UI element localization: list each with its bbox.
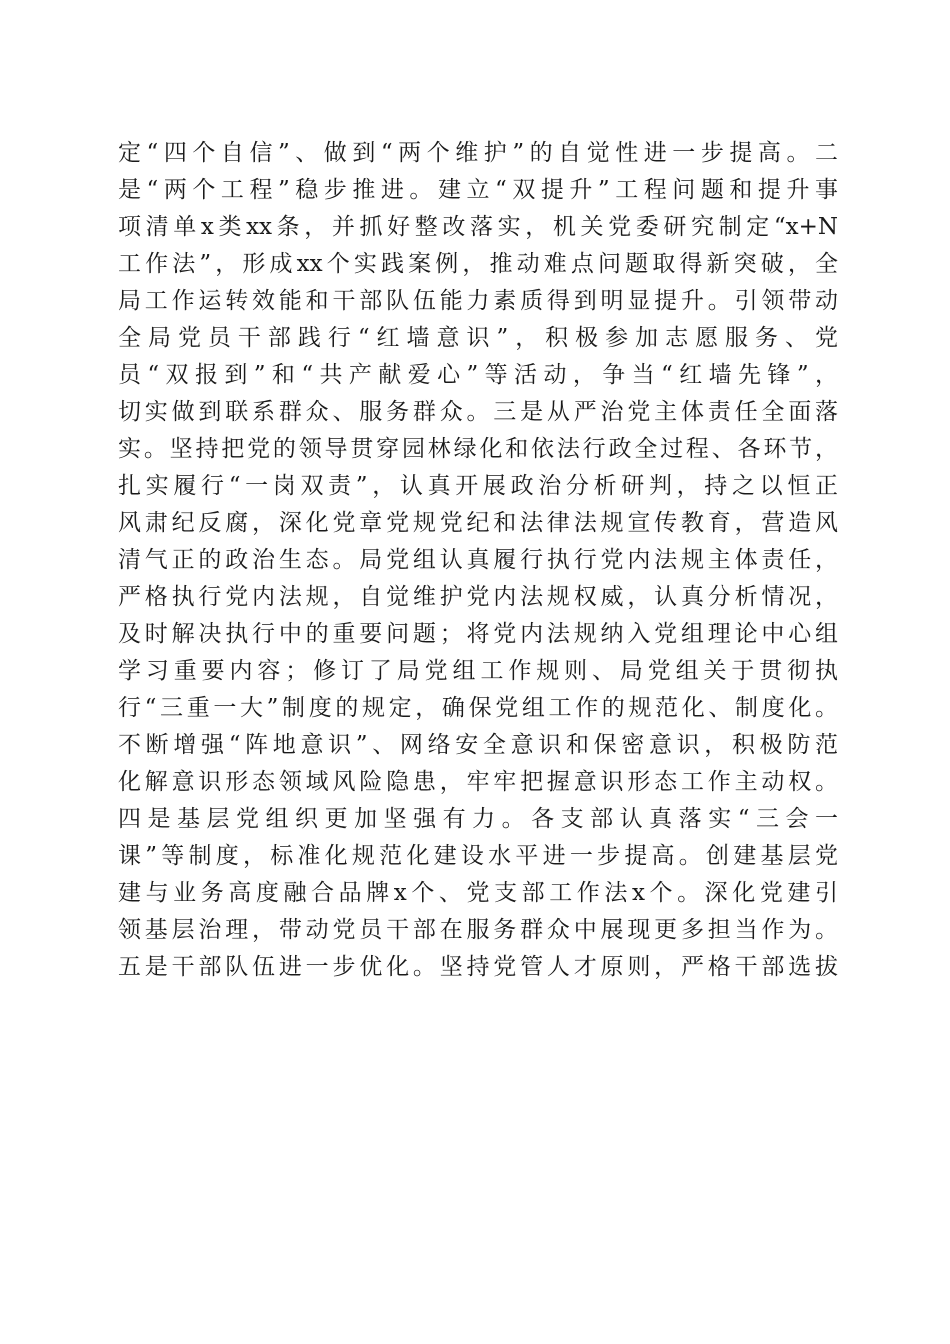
text-line: 风肃纪反腐，深化党章党规党纪和法律法规宣传教育，营造风	[118, 510, 838, 536]
text-line: 定“四个自信”、做到“两个维护”的自觉性进一步提高。二	[118, 140, 838, 166]
text-line: 员“双报到”和“共产献爱心”等活动，争当“红墙先锋”，	[118, 362, 838, 388]
text-line: 课”等制度，标准化规范化建设水平进一步提高。创建基层党	[118, 843, 838, 869]
text-line: 是“两个工程”稳步推进。建立“双提升”工程问题和提升事	[118, 177, 838, 203]
body-text	[118, 135, 838, 986]
text-line: 学习重要内容；修订了局党组工作规则、局党组关于贯彻执	[118, 658, 838, 684]
text-line: 清气正的政治生态。局党组认真履行执行党内法规主体责任，	[118, 547, 838, 573]
text-line: 五是干部队伍进一步优化。坚持党管人才原则，严格干部选拔	[118, 954, 838, 980]
text-line: 扎实履行“一岗双责”，认真开展政治分析研判，持之以恒正	[118, 473, 838, 499]
text-line: 行“三重一大”制度的规定，确保党组工作的规范化、制度化。	[118, 695, 838, 721]
text-line: 全局党员干部践行“红墙意识”，积极参加志愿服务、党	[118, 325, 838, 351]
text-line: 局工作运转效能和干部队伍能力素质得到明显提升。引领带动	[118, 288, 838, 314]
text-line: 实。坚持把党的领导贯穿园林绿化和依法行政全过程、各环节，	[118, 436, 838, 462]
text-line: 领基层治理，带动党员干部在服务群众中展现更多担当作为。	[118, 917, 838, 943]
text-line: 切实做到联系群众、服务群众。三是从严治党主体责任全面落	[118, 399, 838, 425]
text-line: 严格执行党内法规，自觉维护党内法规权威，认真分析情况，	[118, 584, 838, 610]
text-line: 不断增强“阵地意识”、网络安全意识和保密意识，积极防范	[118, 732, 838, 758]
text-line: 四是基层党组织更加坚强有力。各支部认真落实“三会一	[118, 806, 838, 832]
text-line: 化解意识形态领域风险隐患，牢牢把握意识形态工作主动权。	[118, 769, 838, 795]
text-line: 及时解决执行中的重要问题；将党内法规纳入党组理论中心组	[118, 621, 838, 647]
text-line: 建与业务高度融合品牌x个、党支部工作法x个。深化党建引	[118, 880, 838, 906]
text-line: 项清单x类xx条，并抓好整改落实，机关党委研究制定“x+N	[118, 214, 838, 240]
text-line: 工作法”，形成xx个实践案例，推动难点问题取得新突破，全	[118, 251, 838, 277]
